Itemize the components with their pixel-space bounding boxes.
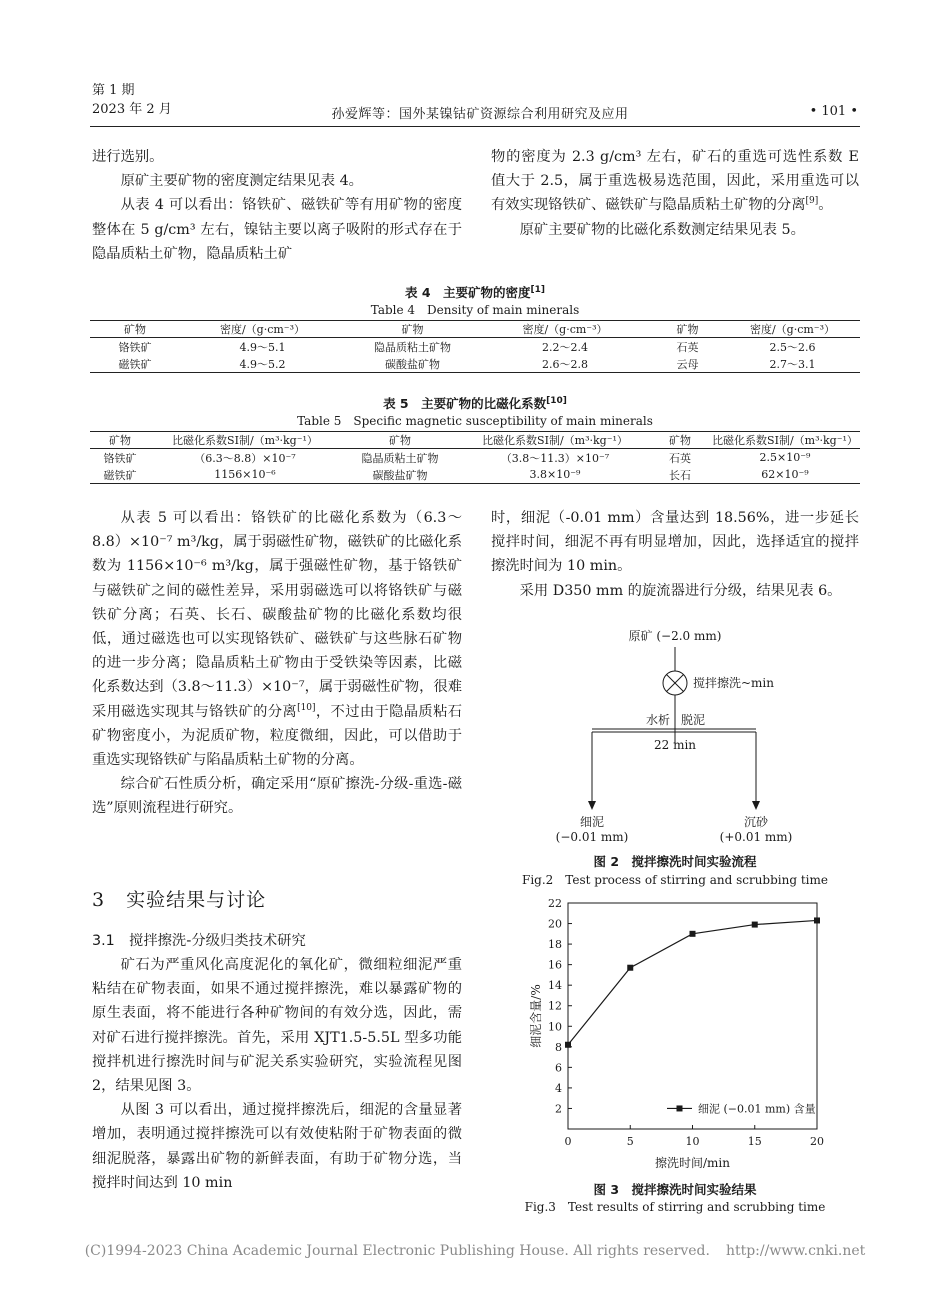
table-cell: 2.5～2.6 [769,340,816,354]
series-line [568,920,817,1044]
table-cell: （3.8～11.3）×10⁻⁷ [500,451,610,465]
feed-label: 原矿 (−2.0 mm) [628,629,722,643]
paragraph: 从表 4 可以看出：铬铁矿、磁铁矿等有用矿物的密度整体在 5 g/cm³ 左右，镍钴主要以离子吸附的形式存在于隐晶质粘土矿物，隐晶质粘土矿 [92,197,462,262]
subsection-heading: 3.1 搅拌擦洗-分级归类技术研究 [92,933,306,949]
table-cell: （6.3～8.8）×10⁻⁷ [194,451,296,465]
left-column [92,506,462,821]
column-header: 矿物 [90,432,150,449]
column-header: 密度/（g·cm⁻³） [725,321,860,338]
sand-label: 沉砂 [743,815,769,829]
table5-caption-cn [90,396,860,412]
y-tick-label: 20 [548,917,562,931]
caption-text: 表 5 主要矿物的比磁化系数 [383,396,547,411]
column-header: 密度/（g·cm⁻³） [480,321,650,338]
fig3-caption-en: Fig.3 Test results of stirring and scrubbing time [524,1200,826,1214]
table-row [90,355,860,373]
y-tick-label: 22 [548,897,562,910]
sand-size: (+0.01 mm) [719,830,793,844]
y-axis-label: 细泥含量/% [529,984,543,1048]
citation: [10] [546,395,567,406]
table4 [90,320,860,373]
page-number: • 101 • [809,104,858,119]
x-tick-label: 0 [564,1135,572,1148]
left-column-lower [92,953,462,1195]
column-header: 矿物 [90,321,180,338]
table-cell: 隐晶质粘土矿物 [374,340,451,354]
table-cell: 碳酸盐矿物 [340,466,460,484]
section-heading [92,885,266,912]
data-point [814,917,820,923]
paragraph [491,145,859,218]
y-tick-label: 10 [548,1020,562,1034]
table-cell: 云母 [650,355,725,373]
table-cell: 铬铁矿 [103,451,137,465]
top-right-column [491,145,859,242]
table5-caption-en: Table 5 Specific magnetic susceptibility of main minerals [297,414,653,428]
table4-caption-en: Table 4 Density of main minerals [370,303,580,317]
citation: [1] [530,284,546,295]
arrow-down-icon [588,801,596,810]
fig3-caption-cn: 图 3 搅拌擦洗时间实验结果 [593,1182,757,1197]
x-tick-label: 10 [685,1135,700,1148]
plot-frame [568,903,817,1129]
table-cell: 2.7～3.1 [725,355,860,373]
table-header-row [90,432,860,449]
copyright-footer [0,1243,950,1259]
legend-marker [677,1105,683,1111]
x-tick-label: 20 [810,1135,824,1148]
paragraph-text: 从表 5 可以看出：铬铁矿的比磁化系数为（6.3～8.8）×10⁻⁷ m³/kg，属于弱磁性矿物，磁铁矿的比磁化系数为 1156×10⁻⁶ m³/kg，属于强磁性矿物，基于铬铁矿与磁铁矿之间的磁性差异，采用弱磁选可以将铬铁矿与磁铁矿分离；石英、长石、碳酸盐矿物的比磁化系数均很低，通过磁选也可以实现铬铁矿、磁铁矿与这些脉石矿物的进一步分离；隐晶质粘土矿物由于受铁染等因素，比磁化系数达到（3.8～11.3）×10⁻⁷，属于弱磁性矿物，很难采用磁选实现其与铬铁矿的分离 [92,510,462,720]
table-row [90,466,860,484]
data-point [690,931,696,937]
fine-mud-label: 细泥 [579,815,605,829]
column-header: 矿物 [345,321,480,338]
table5 [90,431,860,484]
paragraph: 矿石为严重风化高度泥化的氧化矿，微细粒细泥严重粘结在矿物表面，如果不通过搅拌擦洗，难以暴露矿物的原生表面，将不能进行各种矿物间的有效分选，因此，需对矿石进行搅拌擦洗。首先，采用 XJT1.5-5.5L 型多功能搅拌机进行擦洗时间与矿泥关系实验研究，实验流程见图 2，结果见图 3。 [92,957,462,1095]
table-cell: 石英 [676,340,699,354]
table-cell: 磁铁矿 [90,466,150,484]
table-header-row [90,321,860,338]
x-tick-label: 15 [747,1135,762,1148]
issue-number: 第 1 期 [92,83,135,98]
table-cell: 碳酸盐矿物 [345,355,480,373]
y-tick-label: 12 [548,999,562,1013]
data-point [752,922,758,928]
section-title: 实验结果与讨论 [126,889,267,911]
scrub-label: 搅拌擦洗~min [693,676,775,690]
column-header: 矿物 [650,321,725,338]
column-header: 矿物 [340,432,460,449]
y-tick-label: 16 [548,958,562,972]
y-tick-label: 6 [555,1061,562,1075]
paragraph-text: 物的密度为 2.3 g/cm³ 左右，矿石的重选可选性系数 E 值大于 2.5，属于重选极易选范围，因此，采用重选可以有效实现铬铁矿、磁铁矿与隐晶质粘土矿物的分离 [491,149,859,214]
column-header: 比磁化系数SI制/（m³·kg⁻¹） [460,432,650,449]
table-cell: 4.9～5.1 [239,340,286,354]
column-header: 密度/（g·cm⁻³） [180,321,345,338]
table-cell: 62×10⁻⁹ [710,466,860,484]
citation: [10] [297,702,316,713]
table-cell: 3.8×10⁻⁹ [460,466,650,484]
table-cell: 2.2～2.4 [542,340,588,354]
fig2-caption-cn: 图 2 搅拌擦洗时间实验流程 [593,854,757,869]
citation: [9] [805,196,819,207]
column-header: 比磁化系数SI制/（m³·kg⁻¹） [150,432,340,449]
table4-caption-cn [90,285,860,301]
table-cell: 4.9～5.2 [180,355,345,373]
desliming-label: 脱泥 [681,713,706,727]
y-tick-label: 4 [555,1081,562,1095]
top-left-column [92,145,462,266]
table-cell: 磁铁矿 [90,355,180,373]
table-cell: 长石 [650,466,710,484]
header-rule [90,126,860,127]
table-cell: 铬铁矿 [118,340,152,354]
paragraph-text: 。 [818,197,833,214]
y-tick-label: 14 [548,979,562,993]
y-tick-label: 8 [555,1040,562,1054]
y-tick-label: 18 [548,938,562,952]
table-row [90,338,860,356]
paragraph: 进行选别。 [92,149,164,165]
section-number: 3 [92,889,106,911]
data-point [627,965,633,971]
table-row [90,449,860,467]
paragraph: 采用 D350 mm 的旋流器进行分级，结果见表 6。 [519,582,842,599]
column-header: 比磁化系数SI制/（m³·kg⁻¹） [710,432,860,449]
paragraph: 原矿主要矿物的比磁化系数测定结果见表 5。 [519,221,805,238]
fig2-caption-en: Fig.2 Test process of stirring and scrubbing time [522,873,828,887]
fine-mud-size: (−0.01 mm) [555,830,629,844]
copyright-text: (C)1994-2023 China Academic Journal Electronic Publishing House. All rights reserved. [84,1243,710,1259]
running-title: 孙爱辉等：国外某镍钴矿资源综合利用研究及应用 [331,107,629,122]
paragraph: 综合矿石性质分析，确定采用“原矿擦洗-分级-重选-磁选”原则流程进行研究。 [92,776,462,817]
time-label: 22 min [653,738,697,752]
paragraph: 原矿主要矿物的密度测定结果见表 4。 [120,173,363,190]
x-axis-label: 擦洗时间/min [655,1156,730,1170]
paragraph: 时，细泥（-0.01 mm）含量达到 18.56%，进一步延长搅拌时间，细泥不再有明显增加，因此，选择适宜的搅拌擦洗时间为 10 min。 [491,510,859,575]
table-cell: 石英 [669,451,691,465]
y-tick-label: 2 [555,1102,562,1116]
fig3-line-chart [520,893,850,1178]
paragraph-text: ，不过由于隐晶质粘石矿物密度小，为泥质矿物，粒度微细，因此，可以借助于重选实现铬铁矿与陷晶质粘土矿物的分离。 [92,703,463,769]
paragraph: 从图 3 可以看出，通过搅拌擦洗后，细泥的含量显著增加，表明通过搅拌擦洗可以有效使粘附于矿物表面的微细泥脱落，暴露出矿物的新鲜表面，有助于矿物分选，当搅拌时间达到 10 min [92,1102,462,1191]
arrow-down-icon [752,801,760,810]
table-cell: 2.5×10⁻⁹ [759,451,811,464]
fig2-flowchart [520,625,850,850]
table-cell: 隐晶质粘土矿物 [361,451,439,465]
water-label: 水析 [645,713,670,727]
legend-label: 细泥 (−0.01 mm) 含量 [698,1102,816,1116]
x-tick-label: 5 [626,1135,634,1148]
table-cell: 1156×10⁻⁶ [150,466,340,484]
table-cell: 2.6～2.8 [480,355,650,373]
issue-date: 2023 年 2 月 [92,102,172,117]
right-column [491,506,859,603]
caption-text: 表 4 主要矿物的密度 [404,285,531,300]
cnki-link[interactable]: http://www.cnki.net [725,1243,866,1259]
paragraph [92,506,462,772]
data-point [565,1042,571,1048]
column-header: 矿物 [650,432,710,449]
